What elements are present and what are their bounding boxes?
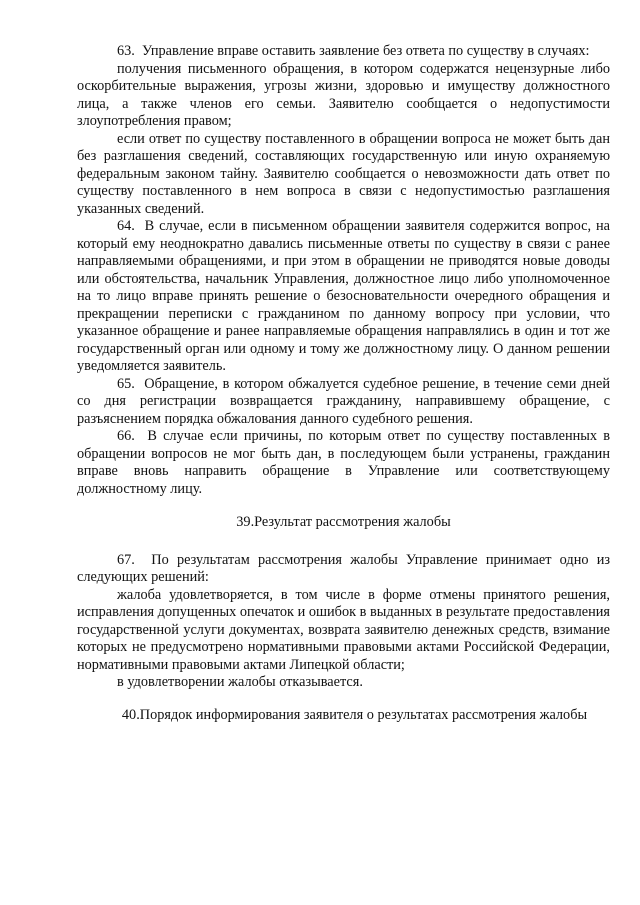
paragraph-67: 67. По результатам рассмотрения жалобы Управление принимает одно из следующих решений: (77, 551, 610, 585)
paragraph-65: 65. Обращение, в котором обжалуется судебное решение, в течение семи дней со дня регистрации возвращается гражданину, направившему обращение, с разъяснением порядка обжалования данного судебного решения. (77, 375, 610, 427)
paragraph-67-refused: в удовлетворении жалобы отказывается. (117, 674, 363, 690)
paragraph-63-case-obscene: получения письменного обращения, в котором содержатся нецензурные либо оскорбительные выражения, угрозы жизни, здоровью и имуществу должностного лица, а также членов его семьи. Заявителю сообщается о недопустимости злоупотребления правом; (77, 60, 610, 129)
paragraph-67-satisfied: жалоба удовлетворяется, в том числе в форме отмены принятого решения, исправления допущенных опечаток и ошибок в выданных в результате предоставления государственной услуги документах, возврата заявителю денежных средств, взимание которых не предусмотрено нормативными правовыми актами Российской Федерации, нормативными правовыми актами Липецкой области; (77, 586, 610, 673)
paragraph-63: 63. Управление вправе оставить заявление без ответа по существу в случаях: (117, 43, 590, 59)
paragraph-64: 64. В случае, если в письменном обращении заявителя содержится вопрос, на который ему неоднократно давались письменные ответы по существу в связи с ранее направляемыми обращениями, и при этом в обращении не приводятся новые доводы или обстоятельства, начальник Управления, должностное лицо либо уполномоченное на то лицо вправе принять решение о безосновательности очередного обращения и прекращении переписки с гражданином по данному вопросу при условии, что указанное обращение и ранее направляемые обращения направлялись в один и тот же государственный орган или одному и тому же должностному лицу. О данном решении уведомляется заявитель. (77, 218, 610, 374)
paragraph-63-case-secret: если ответ по существу поставленного в обращении вопроса не может быть дан без разглашения сведений, составляющих государственную или иную охраняемую федеральным законом тайну. Заявителю сообщается о невозможности дать ответ по существу поставленного в нем вопроса в связи с недопустимостью разглашения указанных сведений. (77, 130, 610, 217)
section-heading-40: 40.Порядок информирования заявителя о результатах рассмотрения жалобы (121, 706, 588, 723)
document-body (77, 43, 610, 724)
section-heading-39: 39.Результат рассмотрения жалобы (236, 514, 451, 530)
paragraph-66: 66. В случае если причины, по которым ответ по существу поставленных в обращении вопросов не мог быть дан, в последующем были устранены, гражданин вправе вновь направить обращение в Управление или соответствующему должностному лицу. (77, 428, 610, 497)
